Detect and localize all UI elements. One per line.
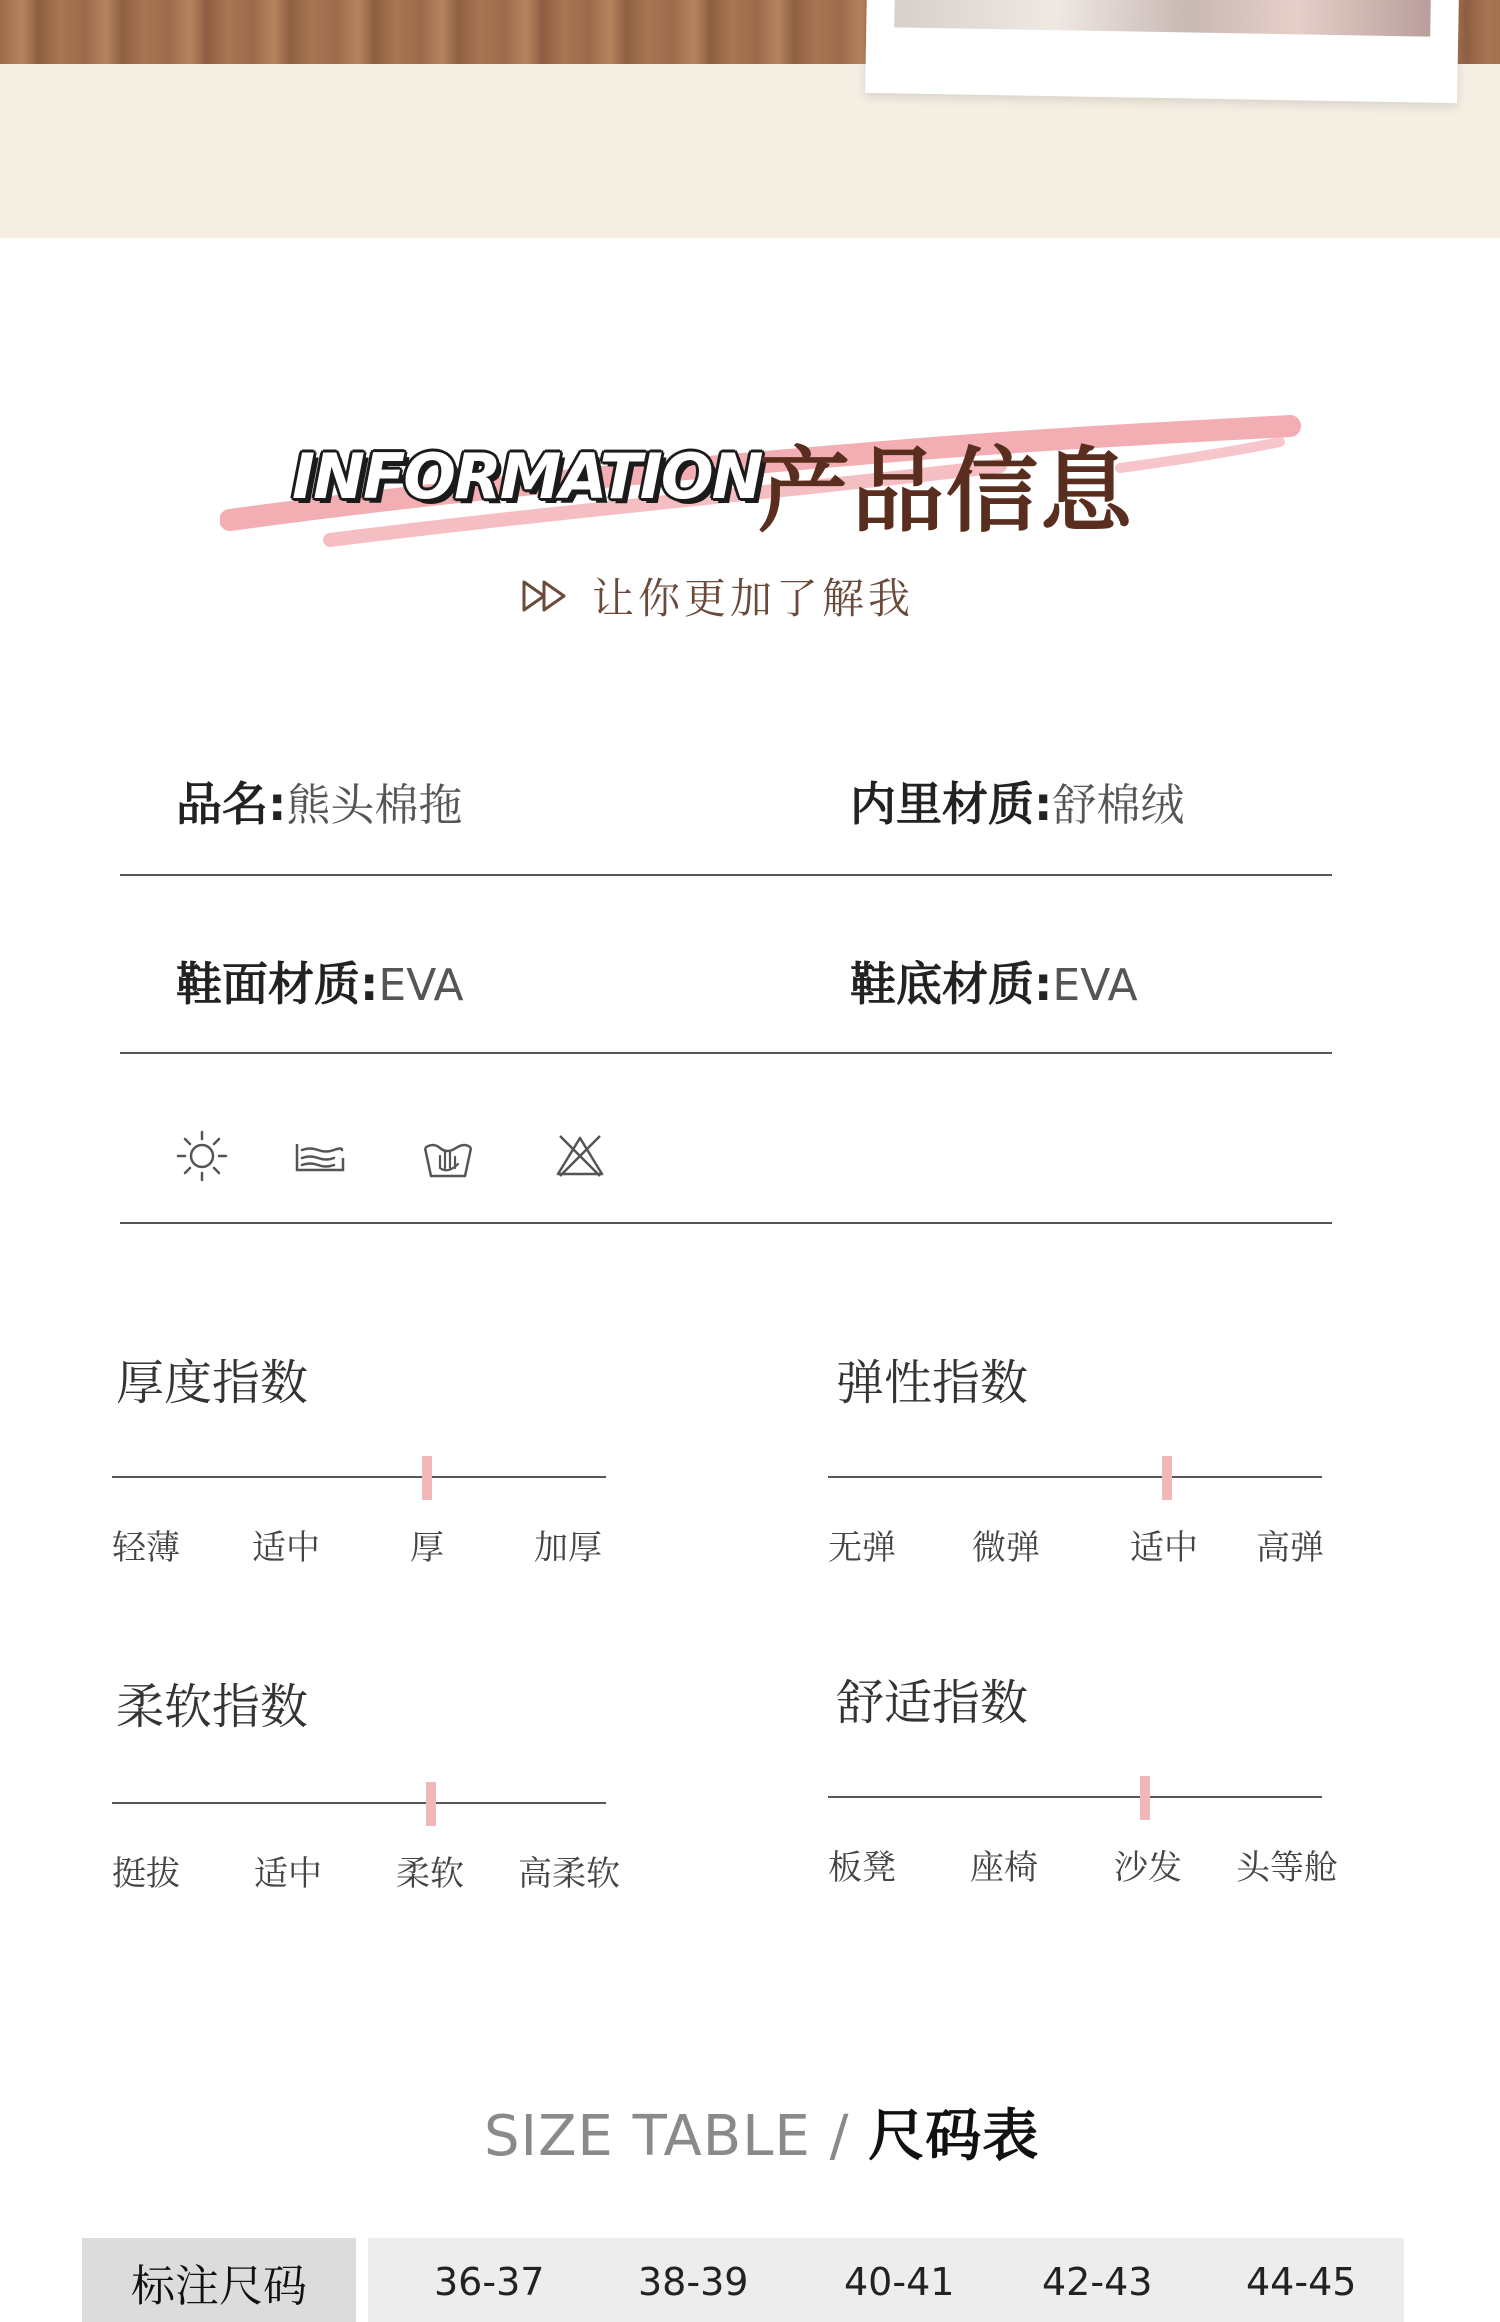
info-sole-material	[850, 948, 1138, 1014]
scale-label: 板凳	[828, 1848, 896, 1888]
scale-label: 加厚	[534, 1528, 602, 1568]
scale-label: 微弹	[972, 1528, 1040, 1568]
scale-line	[828, 1796, 1322, 1798]
scale-marker	[422, 1456, 432, 1500]
scale-label: 头等舱	[1236, 1848, 1338, 1888]
sun-dry-icon	[176, 1130, 228, 1182]
title-product-info: 产品信息	[758, 438, 1135, 545]
product-photo	[894, 0, 1431, 37]
scale-label: 高弹	[1256, 1528, 1324, 1568]
scale-line	[112, 1476, 606, 1478]
index-title-softness: 柔软指数	[116, 1679, 309, 1735]
divider	[120, 1222, 1332, 1224]
info-value: EVA	[1052, 960, 1138, 1011]
scale-label: 无弹	[828, 1528, 896, 1568]
size-cell: 40-41	[844, 2260, 955, 2304]
scale-label: 适中	[1130, 1528, 1198, 1568]
size-cell: 42-43	[1042, 2260, 1153, 2304]
scale-label: 挺拔	[112, 1854, 180, 1894]
info-lining-material	[850, 768, 1184, 834]
info-key: 鞋底材质:	[850, 957, 1053, 1011]
size-table-title-en: SIZE TABLE /	[484, 2104, 850, 2169]
wash-tub-icon	[422, 1130, 474, 1182]
divider	[120, 874, 1332, 876]
subtitle: 让你更加了解我	[592, 574, 915, 623]
subtitle-row	[520, 566, 914, 626]
size-table-header: 标注尺码	[131, 2261, 307, 2312]
scale-label: 厚	[410, 1528, 444, 1568]
info-key: 内里材质:	[850, 777, 1053, 831]
scale-label: 适中	[252, 1528, 320, 1568]
scale-label: 座椅	[970, 1848, 1038, 1888]
title-information: INFORMATION	[292, 440, 762, 513]
info-product-name	[176, 768, 462, 834]
scale-line	[828, 1476, 1322, 1478]
scale-marker	[1140, 1776, 1150, 1820]
scale-line	[112, 1802, 606, 1804]
do-not-bleach-icon	[554, 1130, 606, 1182]
double-play-icon	[520, 576, 576, 616]
scale-label: 适中	[254, 1854, 322, 1894]
size-cell: 36-37	[434, 2260, 545, 2304]
index-title-comfort: 舒适指数	[836, 1675, 1029, 1731]
index-title-thickness: 厚度指数	[116, 1355, 309, 1411]
size-cell: 44-45	[1246, 2260, 1357, 2304]
info-key: 品名:	[176, 777, 287, 831]
info-upper-material	[176, 948, 464, 1014]
info-key: 鞋面材质:	[176, 957, 379, 1011]
size-cell: 38-39	[638, 2260, 749, 2304]
polaroid-photo-frame	[865, 0, 1459, 103]
scale-label: 沙发	[1114, 1848, 1182, 1888]
index-title-elasticity: 弹性指数	[836, 1355, 1029, 1411]
scale-label: 柔软	[396, 1854, 464, 1894]
info-value: EVA	[378, 960, 464, 1011]
size-table-title	[484, 2092, 1039, 2172]
info-value: 熊头棉拖	[286, 780, 463, 831]
info-value: 舒棉绒	[1052, 780, 1185, 831]
scale-marker	[1162, 1456, 1172, 1500]
scale-label: 轻薄	[112, 1528, 180, 1568]
hand-wash-basin-icon	[294, 1130, 346, 1182]
scale-marker	[426, 1782, 436, 1826]
scale-label: 高柔软	[518, 1854, 620, 1894]
divider	[120, 1052, 1332, 1054]
size-table-title-cn: 尺码表	[868, 2104, 1040, 2169]
